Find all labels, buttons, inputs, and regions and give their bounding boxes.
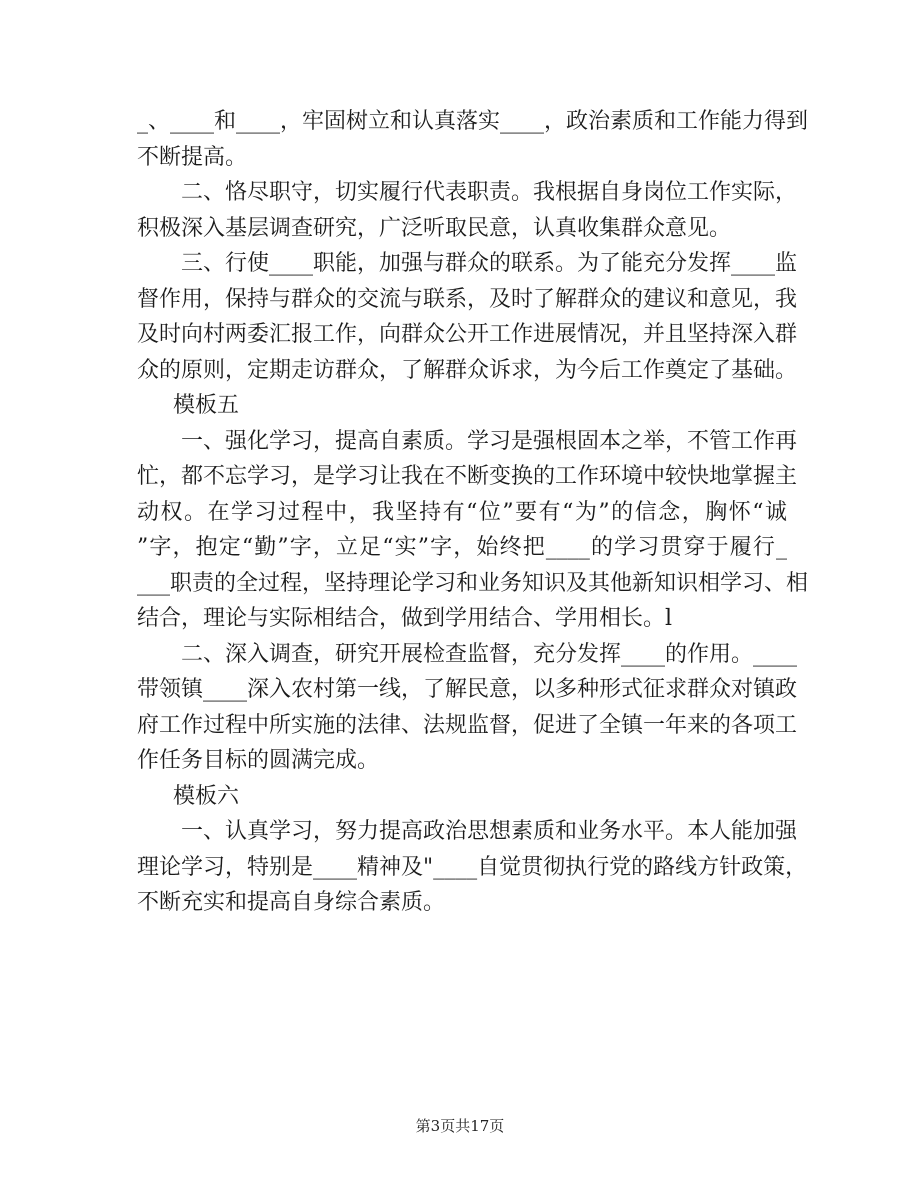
text-line: 一、认真学习，努力提高政治思想素质和业务水平。本人能加强 (181, 819, 798, 844)
text-line: 二、恪尽职守，切实履行代表职责。我根据自身岗位工作实际， (181, 180, 798, 205)
text-line: 忙，都不忘学习，是学习让我在不断变换的工作环境中较快地掌握主 (137, 464, 798, 489)
document-body (137, 104, 809, 921)
page-number: 第3页共17页 (415, 1117, 505, 1135)
text-line: 二、深入调查，研究开展检查监督，充分发挥____的作用。____ (181, 641, 798, 667)
text-line: 府工作过程中所实施的法律、法规监督，促进了全镇一年来的各项工 (137, 712, 798, 738)
text-line: 理论学习，特别是____精神及"____自觉贯彻执行党的路线方针政策， (137, 854, 808, 880)
text-line: 带领镇____深入农村第一线，了解民意，以多种形式征求群众对镇政 (137, 677, 798, 702)
text-line: ___职责的全过程，坚持理论学习和业务知识及其他新知识相学习、相 (137, 570, 809, 596)
text-line: 三、行使____职能，加强与群众的联系。为了能充分发挥____监 (181, 251, 798, 276)
section-heading: 模板六 (173, 783, 240, 809)
text-line: 众的原则，定期走访群众，了解群众诉求，为今后工作奠定了基础。 (137, 357, 798, 383)
text-line: 不断提高。 (137, 144, 248, 170)
text-line: 结合，理论与实际相结合，做到学用结合、学用相长。l (137, 606, 673, 631)
text-line: 及时向村两委汇报工作，向群众公开工作进展情况，并且坚持深入群 (137, 322, 798, 347)
text-line: 督作用，保持与群众的交流与联系，及时了解群众的建议和意见，我 (137, 286, 798, 312)
text-line: ”字，抱定“勤”字，立足“实”字，始终把____的学习贯穿于履行_ (137, 535, 787, 560)
text-line: 作任务目标的圆满完成。 (137, 748, 380, 773)
text-line: 动权。在学习过程中，我坚持有“位”要有“为”的信念，胸怀“诚 (137, 499, 787, 525)
section-heading: 模板五 (173, 393, 240, 418)
text-line: 积极深入基层调查研究，广泛听取民意，认真收集群众意见。 (137, 215, 732, 241)
text-line: 不断充实和提高自身综合素质。 (137, 890, 446, 915)
text-line: _、____和____，牢固树立和认真落实____，政治素质和工作能力得到 (137, 109, 809, 134)
text-line: 一、强化学习，提高自素质。学习是强根固本之举，不管工作再 (181, 428, 798, 454)
